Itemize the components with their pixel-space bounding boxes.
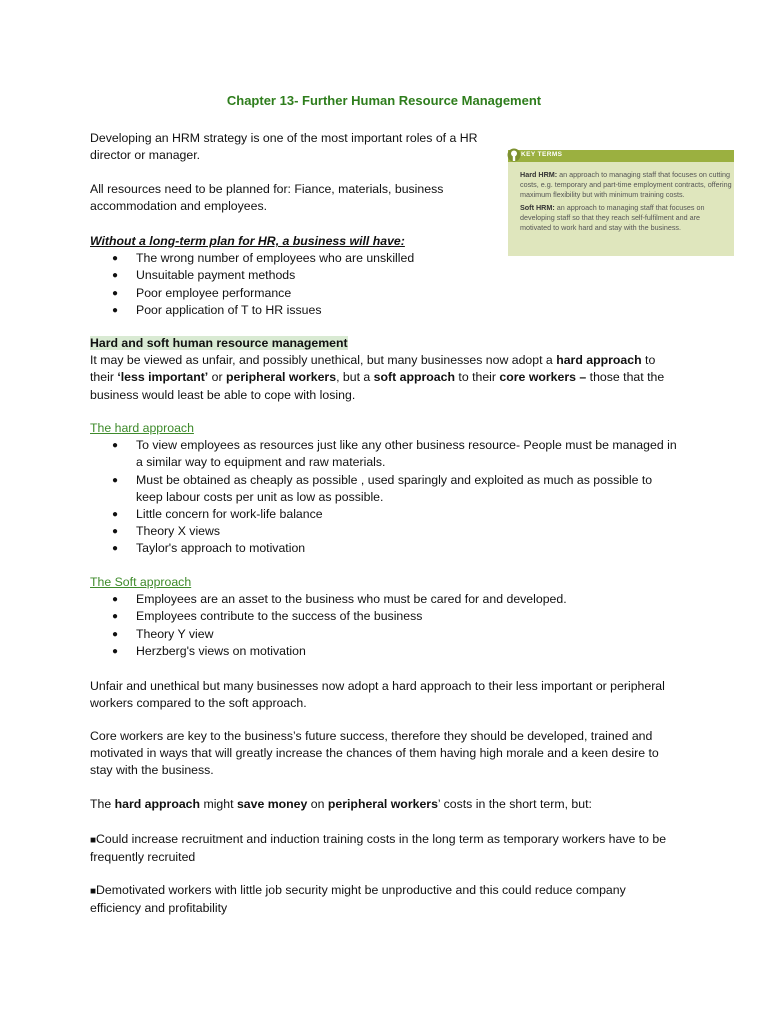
key-terms-box <box>508 150 734 256</box>
list-item: ● Poor application of T to HR issues <box>90 302 680 319</box>
hard-soft-section <box>90 335 680 404</box>
list-item: ● Theory Y view <box>90 626 680 643</box>
key-terms-body <box>520 170 732 236</box>
list-item: ● Little concern for work-life balance <box>90 506 680 523</box>
soft-approach-heading: The Soft approach <box>90 575 192 589</box>
intro-paragraph-2 <box>90 181 490 215</box>
point-recruitment: ■ Could increase recruitment and induction training costs in the long term as temporary workers have to be frequently recruited <box>90 831 680 866</box>
list-item: ● To view employees as resources just like any other business resource- People must be managed in a similar way to equipment and raw materials. <box>90 437 680 471</box>
hard-approach-heading: The hard approach <box>90 421 194 435</box>
soft-approach-list <box>90 591 680 660</box>
hard-soft-heading: Hard and soft human resource management <box>90 336 348 350</box>
list-item: ● Employees are an asset to the business who must be cared for and developed. <box>90 591 680 608</box>
list-item: ● The wrong number of employees who are unskilled <box>90 250 680 267</box>
hard-soft-paragraph: It may be viewed as unfair, and possibly unethical, but many businesses now adopt a hard approach to their ‘less important’ or peripheral workers, but a soft approach to their core workers – those that the business would least be able to cope with losing. <box>90 353 665 402</box>
intro-paragraph-1 <box>90 130 490 164</box>
intro-p2-line-1: All resources need to be planned for: Fiance, materials, business <box>90 182 444 196</box>
hard-approach-section <box>90 420 680 558</box>
hard-hrm-definition: Hard HRM: an approach to managing staff that focuses on cutting costs, e.g. temporary and part-time employment contracts, offering maximum flexibility but with minimum training costs. <box>520 170 732 199</box>
hard-money-paragraph: The hard approach might save money on peripheral workers’ costs in the short term, but: <box>90 797 592 811</box>
list-item: ● Unsuitable payment methods <box>90 267 680 284</box>
key-terms-header <box>508 150 734 162</box>
intro-line-2: director or manager. <box>90 148 201 163</box>
core-workers-paragraph: Core workers are key to the business’s future success, therefore they should be developed, trained and motivated in ways that will greatly increase the chances of them having high morale and a keen desire to stay with the business. <box>90 729 659 778</box>
key-terms-label: KEY TERMS <box>521 151 563 158</box>
key-icon <box>507 148 521 163</box>
list-item: ● Employees contribute to the success of the business <box>90 608 680 625</box>
list-item: ● Taylor's approach to motivation <box>90 540 680 557</box>
list-item: ● Poor employee performance <box>90 285 680 302</box>
unfair-paragraph: Unfair and unethical but many businesses now adopt a hard approach to their less important or peripheral workers compared to the soft approach. <box>90 679 665 711</box>
intro-line-1: Developing an HRM strategy is one of the most important roles of a HR <box>90 131 478 145</box>
without-plan-list <box>90 250 680 319</box>
soft-approach-section <box>90 574 680 660</box>
soft-hrm-definition: Soft HRM: an approach to managing staff that focuses on developing staff so that they reach self-fulfilment and are motivated to work hard and stay with the business. <box>520 203 705 232</box>
point-demotivated: ■ Demotivated workers with little job security might be unproductive and this could reduce company efficiency and profitability <box>90 882 680 917</box>
page-title: Chapter 13- Further Human Resource Management <box>226 93 542 108</box>
hard-approach-list <box>90 437 680 557</box>
list-item: ● Theory X views <box>90 523 680 540</box>
list-item: ● Must be obtained as cheaply as possible , used sparingly and exploited as much as possible to keep labour costs per unit as low as possible. <box>90 472 680 506</box>
without-plan-heading: Without a long-term plan for HR, a business will have: <box>90 234 405 248</box>
list-item: ● Herzberg's views on motivation <box>90 643 680 660</box>
intro-p2-line-2: accommodation and employees. <box>90 199 268 214</box>
